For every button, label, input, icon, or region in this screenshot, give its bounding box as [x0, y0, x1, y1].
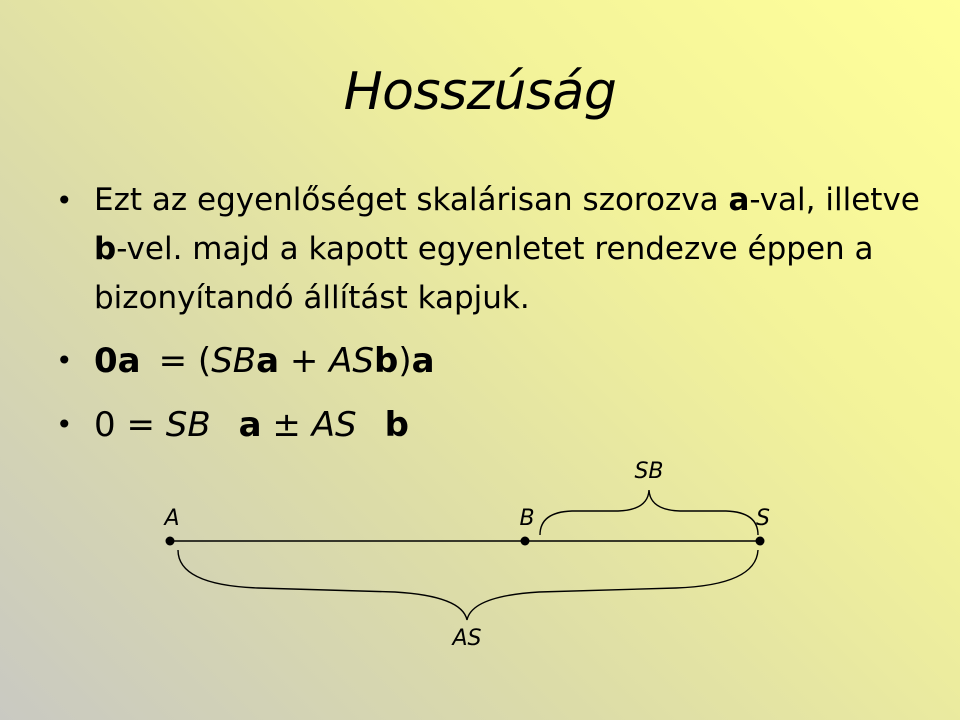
eq1-eq: = ( — [158, 341, 212, 381]
point-s-dot — [756, 537, 765, 546]
eq2-pm: ± — [261, 405, 312, 445]
eq1-a2: a — [256, 341, 280, 381]
eq1-a3: a — [411, 341, 435, 381]
bullet1-text-1: Ezt az egyenlőséget skalárisan szorozva — [94, 182, 729, 218]
vector-a: a — [728, 182, 750, 218]
label-as: AS — [452, 626, 482, 651]
vector-b: b — [94, 231, 117, 267]
eq1-as: AS — [329, 341, 375, 381]
point-b-dot — [521, 537, 530, 546]
label-s: S — [756, 506, 770, 531]
eq2-a: a — [238, 405, 262, 445]
eq1-close: ) — [398, 341, 412, 381]
eq2-lhs: 0 = — [94, 405, 166, 445]
eq2-b: b — [384, 405, 409, 445]
eq1-plus: + — [279, 341, 330, 381]
point-a-dot — [166, 537, 175, 546]
eq2-as: AS — [311, 405, 357, 445]
eq1-sb: SB — [211, 341, 257, 381]
brace-top — [540, 490, 758, 535]
eq1-a1: a — [117, 341, 141, 381]
brace-bottom — [178, 550, 758, 620]
eq1-zero: 0 — [94, 341, 118, 381]
eq1-b: b — [374, 341, 399, 381]
slide-title: Hosszúság — [343, 62, 617, 122]
eq2-sb: SB — [165, 405, 211, 445]
bullet1-text-2: -val, illetve — [749, 182, 920, 218]
label-b: B — [519, 506, 535, 531]
label-a: A — [164, 506, 180, 531]
bullet1-text-3: -vel. majd a kapott egyenletet rendezve éppen a bizonyítandó állítást kapjuk. — [94, 231, 874, 316]
label-sb: SB — [634, 459, 664, 484]
